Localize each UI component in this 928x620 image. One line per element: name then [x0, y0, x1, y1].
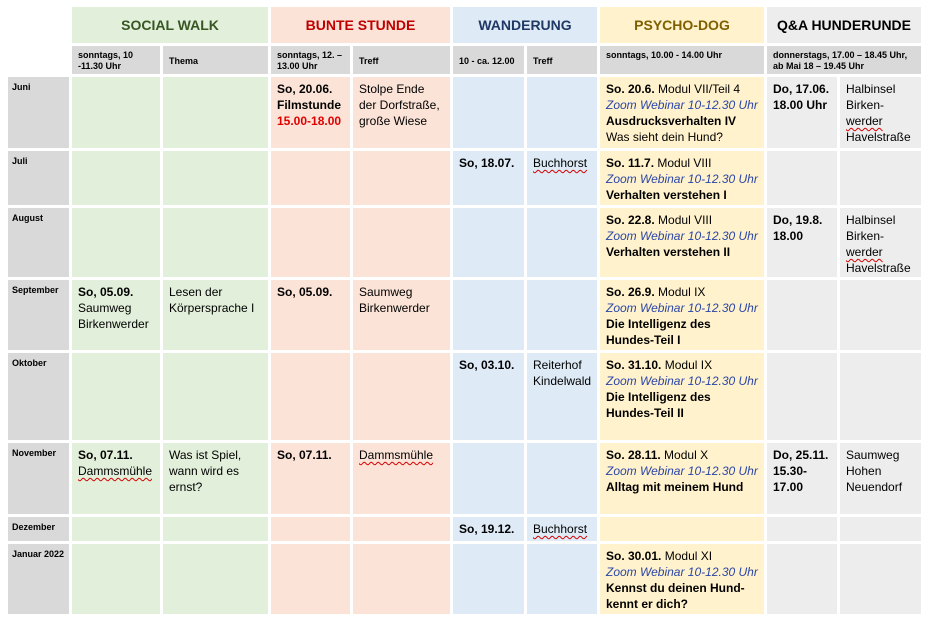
qa-place-line2: werder — [846, 245, 883, 259]
psycho-date: So. 11.7. — [606, 156, 655, 170]
cell-empty — [271, 353, 350, 440]
psycho-topic: Alltag mit meinem Hund — [606, 480, 744, 494]
psycho-zoom: Zoom Webinar 10-12.30 Uhr — [606, 301, 758, 315]
header-social-walk: SOCIAL WALK — [72, 7, 268, 43]
psycho-modul: Modul VIII — [658, 213, 713, 227]
bunte-date: So, 05.09. — [277, 285, 333, 299]
wander-treff-cell — [527, 353, 597, 440]
social-place: Saumweg Birkenwerder — [78, 301, 149, 331]
wander-treff-cell — [527, 151, 597, 205]
psycho-date: So. 28.11. — [606, 448, 661, 462]
cell-empty — [453, 280, 524, 350]
psycho-zoom: Zoom Webinar 10-12.30 Uhr — [606, 172, 758, 186]
psycho-cell — [600, 280, 764, 350]
wander-date: So, 19.12. — [459, 522, 515, 536]
cell-empty — [840, 544, 921, 614]
cell-empty — [72, 544, 160, 614]
psycho-topic: Die Intelligenz des Hundes-Teil II — [606, 390, 711, 420]
cell-empty — [353, 151, 450, 205]
cell-empty — [353, 517, 450, 541]
cell-empty — [353, 353, 450, 440]
bunte-date-cell — [271, 443, 350, 514]
qa-place-cell — [840, 77, 921, 148]
qa-date: Do, 17.06. 18.00 Uhr — [773, 82, 830, 112]
month-label: Oktober — [8, 353, 69, 440]
bunte-treff-cell — [353, 443, 450, 514]
cell-empty — [72, 151, 160, 205]
social-date: So, 07.11. — [78, 448, 133, 462]
psycho-topic: Ausdrucksverhalten IV — [606, 114, 737, 128]
header-qa-hunderunde: Q&A HUNDERUNDE — [767, 7, 921, 43]
cell-empty — [767, 517, 837, 541]
subheader-qa-time: donnerstags, 17.00 – 18.45 Uhr, ab Mai 18 – 19.45 Uhr — [767, 46, 921, 74]
month-label: Dezember — [8, 517, 69, 541]
psycho-modul: Modul X — [664, 448, 709, 462]
cell-empty — [271, 544, 350, 614]
wander-date-cell — [453, 517, 524, 541]
cell-empty — [767, 353, 837, 440]
qa-date: Do, 19.8. 18.00 — [773, 213, 823, 243]
cell-empty — [271, 517, 350, 541]
psycho-zoom: Zoom Webinar 10-12.30 Uhr — [606, 229, 758, 243]
bunte-treff: Saumweg Birkenwerder — [359, 285, 430, 315]
subheader-wander-treff: Treff — [527, 46, 597, 74]
wander-treff-cell — [527, 517, 597, 541]
cell-empty — [271, 151, 350, 205]
cell-empty — [163, 77, 268, 148]
cell-empty — [840, 517, 921, 541]
psycho-zoom: Zoom Webinar 10-12.30 Uhr — [606, 464, 758, 478]
cell-empty — [72, 353, 160, 440]
psycho-extra: Was sieht dein Hund? — [606, 130, 723, 144]
psycho-cell — [600, 443, 764, 514]
psycho-cell — [600, 151, 764, 205]
wander-date-cell — [453, 353, 524, 440]
bunte-date-cell — [271, 77, 350, 148]
social-thema-cell — [163, 443, 268, 514]
cell-empty — [600, 517, 764, 541]
cell-empty — [767, 280, 837, 350]
cell-empty — [163, 544, 268, 614]
cell-empty — [527, 280, 597, 350]
psycho-cell — [600, 208, 764, 277]
bunte-time: 15.00-18.00 — [277, 114, 342, 128]
cell-empty — [527, 77, 597, 148]
psycho-topic: Die Intelligenz des Hundes-Teil I — [606, 317, 711, 347]
subheader-social-thema: Thema — [163, 46, 268, 74]
cell-empty — [527, 443, 597, 514]
cell-empty — [163, 151, 268, 205]
cell-empty — [453, 443, 524, 514]
social-date-cell — [72, 280, 160, 350]
cell-empty — [527, 544, 597, 614]
cell-empty — [840, 353, 921, 440]
header-bunte-stunde: BUNTE STUNDE — [271, 7, 450, 43]
cell-empty — [840, 151, 921, 205]
cell-empty — [767, 151, 837, 205]
social-place: Dammsmühle — [78, 464, 153, 478]
subheader-wander-time: 10 - ca. 12.00 — [453, 46, 524, 74]
header-wanderung: WANDERUNG — [453, 7, 597, 43]
psycho-date: So. 31.10. — [606, 358, 662, 372]
qa-place-line3: Havelstraße — [846, 130, 911, 144]
psycho-modul: Modul IX — [664, 358, 713, 372]
wander-date: So, 03.10. — [459, 358, 515, 372]
cell-empty — [453, 544, 524, 614]
bunte-treff-cell — [353, 77, 450, 148]
social-thema-cell — [163, 280, 268, 350]
month-label: November — [8, 443, 69, 514]
month-label: Juli — [8, 151, 69, 205]
month-label: Juni — [8, 77, 69, 148]
subheader-social-time: sonntags, 10 -11.30 Uhr — [72, 46, 160, 74]
cell-empty — [527, 208, 597, 277]
bunte-extra: Filmstunde — [277, 98, 342, 112]
cell-empty — [767, 544, 837, 614]
psycho-topic: Verhalten verstehen II — [606, 245, 731, 259]
psycho-zoom: Zoom Webinar 10-12.30 Uhr — [606, 565, 758, 579]
psycho-zoom: Zoom Webinar 10-12.30 Uhr — [606, 98, 758, 112]
cell-empty — [453, 77, 524, 148]
qa-place: Saumweg Hohen Neuendorf — [846, 448, 903, 494]
cell-empty — [72, 77, 160, 148]
cell-empty — [72, 517, 160, 541]
cell-empty — [72, 208, 160, 277]
qa-place-cell — [840, 443, 921, 514]
qa-date-cell — [767, 443, 837, 514]
psycho-modul: Modul IX — [658, 285, 706, 299]
subheader-psycho-time: sonntags, 10.00 - 14.00 Uhr — [600, 46, 764, 74]
psycho-cell — [600, 353, 764, 440]
cell-empty — [353, 544, 450, 614]
qa-date-cell — [767, 208, 837, 277]
bunte-treff-cell — [353, 280, 450, 350]
cell-empty — [163, 517, 268, 541]
bunte-treff: Dammsmühle — [359, 448, 434, 462]
bunte-date-cell — [271, 280, 350, 350]
cell-empty — [163, 208, 268, 277]
psycho-modul: Modul XI — [664, 549, 713, 563]
psycho-modul: Modul VIII — [657, 156, 712, 170]
month-label: September — [8, 280, 69, 350]
cell-empty — [453, 208, 524, 277]
subheader-bunte-time: sonntags, 12. – 13.00 Uhr — [271, 46, 350, 74]
wander-treff: Buchhorst — [533, 522, 588, 536]
cell-empty — [353, 208, 450, 277]
bunte-date: So, 20.06. — [277, 82, 333, 96]
cell-empty — [840, 280, 921, 350]
subheader-bunte-treff: Treff — [353, 46, 450, 74]
qa-place-line2: werder — [846, 114, 883, 128]
bunte-treff: Stolpe Ende der Dorfstraße, große Wiese — [359, 82, 440, 128]
qa-date-cell — [767, 77, 837, 148]
psycho-zoom: Zoom Webinar 10-12.30 Uhr — [606, 374, 758, 388]
social-date-cell — [72, 443, 160, 514]
psycho-cell — [600, 544, 764, 614]
psycho-date: So. 26.9. — [606, 285, 655, 299]
social-thema: Lesen der Körpersprache I — [169, 285, 255, 315]
cell-empty — [271, 208, 350, 277]
header-psycho-dog: PSYCHO-DOG — [600, 7, 764, 43]
bunte-date: So, 07.11. — [277, 448, 332, 462]
wander-treff: Buchhorst — [533, 156, 588, 170]
psycho-date: So. 20.6. — [606, 82, 655, 96]
wander-date-cell — [453, 151, 524, 205]
wander-treff: Reiterhof Kindelwald — [533, 358, 592, 388]
psycho-cell — [600, 77, 764, 148]
social-thema: Was ist Spiel, wann wird es ernst? — [169, 448, 242, 494]
psycho-date: So. 22.8. — [606, 213, 655, 227]
psycho-topic: Verhalten verstehen I — [606, 188, 727, 202]
psycho-topic: Kennst du deinen Hund-kennt er dich? — [606, 581, 745, 611]
qa-place-line1: Halbinsel Birken- — [846, 213, 896, 243]
qa-date: Do, 25.11. 15.30-17.00 — [773, 448, 829, 494]
qa-place-line3: Havelstraße — [846, 261, 911, 275]
month-label: Januar 2022 — [8, 544, 69, 614]
psycho-modul: Modul VII/Teil 4 — [658, 82, 741, 96]
qa-place-line1: Halbinsel Birken- — [846, 82, 896, 112]
wander-date: So, 18.07. — [459, 156, 515, 170]
month-label: August — [8, 208, 69, 277]
cell-empty — [163, 353, 268, 440]
social-date: So, 05.09. — [78, 285, 134, 299]
qa-place-cell — [840, 208, 921, 277]
psycho-date: So. 30.01. — [606, 549, 662, 563]
